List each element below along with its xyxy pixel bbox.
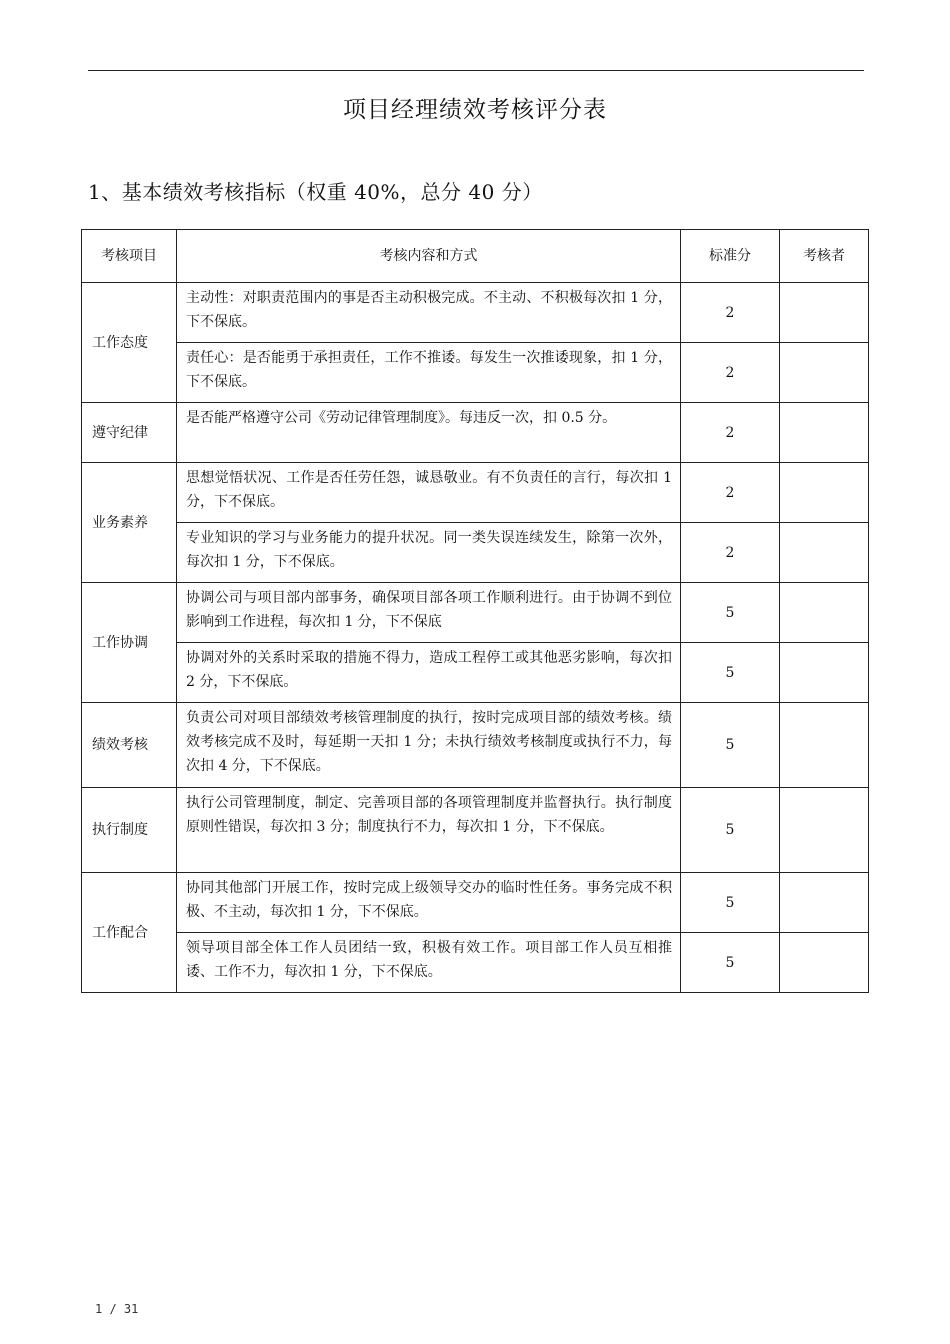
item-cell: 业务素养 [82,463,177,583]
score-cell: 5 [681,873,780,933]
table-row [82,463,869,523]
assessor-cell[interactable] [780,583,869,643]
item-cell: 绩效考核 [82,703,177,788]
content-cell: 领导项目部全体工作人员团结一致，积极有效工作。项目部工作人员互相推诿、工作不力，每次扣 1 分，下不保底。 [177,933,681,993]
table-row [82,643,869,703]
score-cell: 5 [681,788,780,873]
table-row [82,583,869,643]
content-cell: 协调对外的关系时采取的措施不得力，造成工程停工或其他恶劣影响，每次扣 2 分，下不保底。 [177,643,681,703]
assessor-cell[interactable] [780,643,869,703]
column-header-assessor: 考核者 [780,230,869,283]
table-row [82,703,869,788]
assessor-cell[interactable] [780,703,869,788]
score-cell: 2 [681,343,780,403]
header-rule [88,70,864,71]
content-cell: 是否能严格遵守公司《劳动记律管理制度》。每违反一次，扣 0.5 分。 [177,403,681,463]
assessor-cell[interactable] [780,873,869,933]
score-cell: 5 [681,643,780,703]
column-header-item: 考核项目 [82,230,177,283]
table-row [82,788,869,873]
score-cell: 2 [681,523,780,583]
score-cell: 2 [681,463,780,523]
assessor-cell[interactable] [780,788,869,873]
content-cell: 执行公司管理制度，制定、完善项目部的各项管理制度并监督执行。执行制度原则性错误，每次扣 3 分；制度执行不力，每次扣 1 分，下不保底。 [177,788,681,873]
assessor-cell[interactable] [780,343,869,403]
content-cell: 负责公司对项目部绩效考核管理制度的执行，按时完成项目部的绩效考核。绩效考核完成不及时，每延期一天扣 1 分；未执行绩效考核制度或执行不力，每次扣 4 分，下不保底。 [177,703,681,788]
content-cell: 协调公司与项目部内部事务，确保项目部各项工作顺利进行。由于协调不到位影响到工作进程，每次扣 1 分，下不保底 [177,583,681,643]
assessor-cell[interactable] [780,463,869,523]
table-row [82,343,869,403]
column-header-score: 标准分 [681,230,780,283]
assessor-cell[interactable] [780,933,869,993]
item-cell: 工作配合 [82,873,177,993]
score-cell: 2 [681,403,780,463]
content-cell: 责任心：是否能勇于承担责任，工作不推诿。每发生一次推诿现象，扣 1 分，下不保底。 [177,343,681,403]
score-cell: 2 [681,283,780,343]
content-cell: 主动性：对职责范围内的事是否主动积极完成。不主动、不积极每次扣 1 分，下不保底。 [177,283,681,343]
score-cell: 5 [681,933,780,993]
assessor-cell[interactable] [780,523,869,583]
column-header-content: 考核内容和方式 [177,230,681,283]
table-header-row [82,230,869,283]
section-heading: 1、基本绩效考核指标（权重 40%，总分 40 分） [88,180,543,204]
item-cell: 遵守纪律 [82,403,177,463]
table-row [82,873,869,933]
page-title: 项目经理绩效考核评分表 [343,97,607,123]
item-cell: 执行制度 [82,788,177,873]
table-row [82,403,869,463]
table-row [82,283,869,343]
assessor-cell[interactable] [780,403,869,463]
item-cell: 工作态度 [82,283,177,403]
content-cell: 思想觉悟状况、工作是否任劳任怨，诚恳敬业。有不负责任的言行，每次扣 1 分，下不保底。 [177,463,681,523]
score-cell: 5 [681,583,780,643]
performance-score-table [81,229,869,993]
table-row [82,933,869,993]
table-row [82,523,869,583]
content-cell: 协同其他部门开展工作，按时完成上级领导交办的临时性任务。事务完成不积极、不主动，每次扣 1 分，下不保底。 [177,873,681,933]
score-cell: 5 [681,703,780,788]
item-cell: 工作协调 [82,583,177,703]
content-cell: 专业知识的学习与业务能力的提升状况。同一类失误连续发生，除第一次外，每次扣 1 分，下不保底。 [177,523,681,583]
assessor-cell[interactable] [780,283,869,343]
page-number: 1 / 31 [95,1302,139,1316]
